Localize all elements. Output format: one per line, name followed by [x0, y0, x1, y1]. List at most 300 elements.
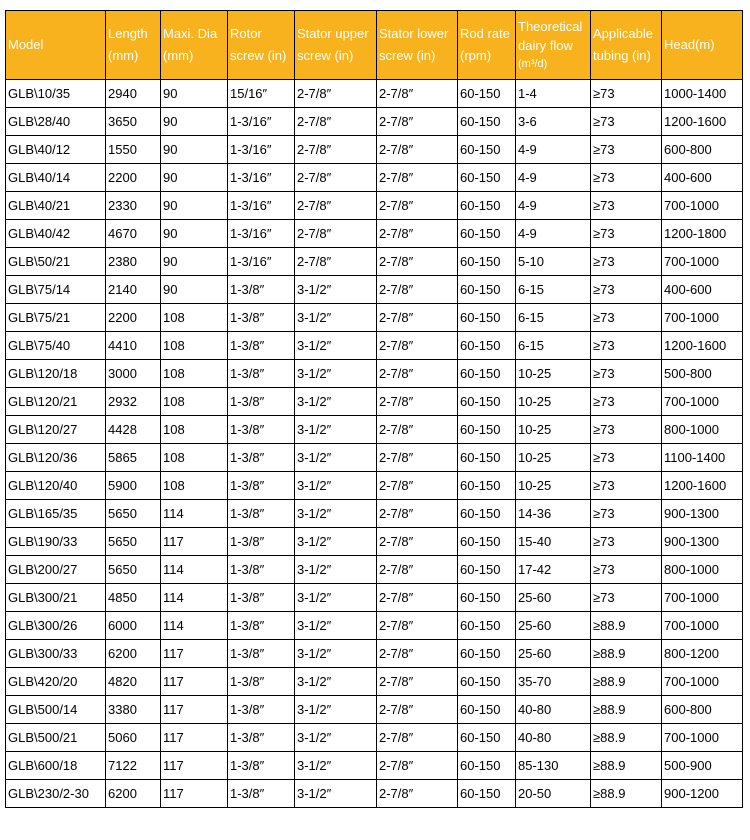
- cell-rod-rate: 60-150: [458, 108, 516, 136]
- cell-stator-upper-screw: 2-7/8″: [295, 108, 377, 136]
- column-header-rod-rate: [458, 11, 516, 80]
- cell-stator-upper-screw: 2-7/8″: [295, 220, 377, 248]
- cell-theoretical-flow: 17-42: [516, 556, 591, 584]
- column-header-line: Maxi. Dia: [163, 26, 218, 41]
- cell-length: 2200: [106, 304, 161, 332]
- cell-rotor-screw: 15/16″: [228, 80, 295, 108]
- cell-rotor-screw: 1-3/8″: [228, 668, 295, 696]
- cell-applicable-tubing: ≥73: [591, 528, 662, 556]
- cell-rod-rate: 60-150: [458, 360, 516, 388]
- cell-rotor-screw: 1-3/8″: [228, 612, 295, 640]
- cell-max-dia: 114: [161, 556, 228, 584]
- cell-rod-rate: 60-150: [458, 556, 516, 584]
- cell-head: 900-1200: [662, 780, 743, 808]
- cell-length: 7122: [106, 752, 161, 780]
- cell-theoretical-flow: 10-25: [516, 360, 591, 388]
- cell-rod-rate: 60-150: [458, 80, 516, 108]
- table-row: [6, 192, 743, 220]
- cell-theoretical-flow: 10-25: [516, 472, 591, 500]
- cell-head: 500-900: [662, 752, 743, 780]
- cell-head: 700-1000: [662, 724, 743, 752]
- table-row: [6, 220, 743, 248]
- cell-applicable-tubing: ≥73: [591, 556, 662, 584]
- column-header-head: [662, 11, 743, 80]
- cell-theoretical-flow: 85-130: [516, 752, 591, 780]
- cell-applicable-tubing: ≥88.9: [591, 780, 662, 808]
- cell-stator-lower-screw: 2-7/8″: [377, 528, 458, 556]
- cell-stator-lower-screw: 2-7/8″: [377, 248, 458, 276]
- cell-rotor-screw: 1-3/8″: [228, 388, 295, 416]
- cell-rotor-screw: 1-3/8″: [228, 752, 295, 780]
- pump-spec-table-wrapper: [5, 10, 743, 808]
- cell-rod-rate: 60-150: [458, 136, 516, 164]
- cell-applicable-tubing: ≥73: [591, 192, 662, 220]
- column-header-line: (m³/d): [518, 57, 548, 70]
- cell-length: 2380: [106, 248, 161, 276]
- table-header: [6, 11, 743, 80]
- cell-max-dia: 117: [161, 724, 228, 752]
- column-header-applicable-tubing: [591, 11, 662, 80]
- cell-rotor-screw: 1-3/8″: [228, 528, 295, 556]
- cell-rotor-screw: 1-3/16″: [228, 108, 295, 136]
- cell-length: 6000: [106, 612, 161, 640]
- table-row: [6, 752, 743, 780]
- cell-max-dia: 114: [161, 584, 228, 612]
- cell-applicable-tubing: ≥73: [591, 332, 662, 360]
- cell-max-dia: 90: [161, 248, 228, 276]
- cell-rotor-screw: 1-3/8″: [228, 584, 295, 612]
- cell-model: GLB\40/14: [6, 164, 106, 192]
- cell-stator-lower-screw: 2-7/8″: [377, 668, 458, 696]
- table-row: [6, 108, 743, 136]
- cell-max-dia: 117: [161, 696, 228, 724]
- cell-theoretical-flow: 10-25: [516, 444, 591, 472]
- column-header-stator-upper-screw: [295, 11, 377, 80]
- header-row: [6, 11, 743, 80]
- cell-rod-rate: 60-150: [458, 668, 516, 696]
- cell-rotor-screw: 1-3/8″: [228, 472, 295, 500]
- cell-head: 700-1000: [662, 612, 743, 640]
- cell-head: 700-1000: [662, 388, 743, 416]
- column-header-line: Model: [8, 37, 44, 52]
- cell-rod-rate: 60-150: [458, 164, 516, 192]
- cell-head: 700-1000: [662, 192, 743, 220]
- table-row: [6, 528, 743, 556]
- cell-max-dia: 117: [161, 752, 228, 780]
- cell-stator-upper-screw: 2-7/8″: [295, 136, 377, 164]
- cell-stator-lower-screw: 2-7/8″: [377, 584, 458, 612]
- table-row: [6, 444, 743, 472]
- cell-stator-lower-screw: 2-7/8″: [377, 108, 458, 136]
- cell-head: 1100-1400: [662, 444, 743, 472]
- cell-applicable-tubing: ≥73: [591, 444, 662, 472]
- cell-stator-lower-screw: 2-7/8″: [377, 220, 458, 248]
- cell-rod-rate: 60-150: [458, 724, 516, 752]
- cell-theoretical-flow: 4-9: [516, 136, 591, 164]
- cell-stator-upper-screw: 2-7/8″: [295, 248, 377, 276]
- cell-stator-upper-screw: 3-1/2″: [295, 360, 377, 388]
- cell-length: 5650: [106, 528, 161, 556]
- cell-rod-rate: 60-150: [458, 640, 516, 668]
- cell-theoretical-flow: 4-9: [516, 192, 591, 220]
- cell-stator-upper-screw: 2-7/8″: [295, 192, 377, 220]
- cell-max-dia: 90: [161, 220, 228, 248]
- cell-length: 2140: [106, 276, 161, 304]
- cell-model: GLB\120/18: [6, 360, 106, 388]
- cell-model: GLB\120/21: [6, 388, 106, 416]
- cell-rotor-screw: 1-3/8″: [228, 444, 295, 472]
- cell-head: 800-1000: [662, 556, 743, 584]
- cell-applicable-tubing: ≥73: [591, 388, 662, 416]
- cell-head: 900-1300: [662, 500, 743, 528]
- cell-length: 3650: [106, 108, 161, 136]
- cell-stator-lower-screw: 2-7/8″: [377, 500, 458, 528]
- cell-length: 4820: [106, 668, 161, 696]
- cell-applicable-tubing: ≥73: [591, 416, 662, 444]
- cell-max-dia: 117: [161, 668, 228, 696]
- cell-rod-rate: 60-150: [458, 416, 516, 444]
- cell-applicable-tubing: ≥88.9: [591, 696, 662, 724]
- cell-stator-lower-screw: 2-7/8″: [377, 556, 458, 584]
- cell-max-dia: 90: [161, 136, 228, 164]
- cell-model: GLB\40/42: [6, 220, 106, 248]
- cell-stator-upper-screw: 3-1/2″: [295, 528, 377, 556]
- table-row: [6, 360, 743, 388]
- pump-spec-table: [5, 10, 743, 808]
- cell-max-dia: 117: [161, 640, 228, 668]
- cell-max-dia: 108: [161, 444, 228, 472]
- cell-applicable-tubing: ≥73: [591, 248, 662, 276]
- cell-head: 400-600: [662, 164, 743, 192]
- cell-model: GLB\40/21: [6, 192, 106, 220]
- table-row: [6, 164, 743, 192]
- cell-head: 1200-1800: [662, 220, 743, 248]
- cell-rotor-screw: 1-3/8″: [228, 696, 295, 724]
- cell-rotor-screw: 1-3/8″: [228, 276, 295, 304]
- cell-head: 500-800: [662, 360, 743, 388]
- cell-length: 5865: [106, 444, 161, 472]
- column-header-line: (mm): [108, 48, 139, 63]
- cell-stator-upper-screw: 3-1/2″: [295, 416, 377, 444]
- column-header-line: Theoretical: [518, 18, 583, 34]
- cell-theoretical-flow: 25-60: [516, 640, 591, 668]
- cell-stator-upper-screw: 3-1/2″: [295, 752, 377, 780]
- column-header-line: dairy flow: [518, 37, 573, 53]
- cell-rod-rate: 60-150: [458, 220, 516, 248]
- cell-applicable-tubing: ≥73: [591, 472, 662, 500]
- cell-head: 800-1200: [662, 640, 743, 668]
- cell-stator-upper-screw: 3-1/2″: [295, 696, 377, 724]
- cell-model: GLB\50/21: [6, 248, 106, 276]
- cell-rotor-screw: 1-3/16″: [228, 136, 295, 164]
- column-header-line: Rod rate: [460, 26, 510, 41]
- cell-head: 700-1000: [662, 304, 743, 332]
- cell-stator-lower-screw: 2-7/8″: [377, 640, 458, 668]
- cell-rotor-screw: 1-3/8″: [228, 780, 295, 808]
- cell-stator-upper-screw: 3-1/2″: [295, 388, 377, 416]
- cell-rod-rate: 60-150: [458, 752, 516, 780]
- cell-rod-rate: 60-150: [458, 444, 516, 472]
- cell-max-dia: 108: [161, 360, 228, 388]
- cell-stator-lower-screw: 2-7/8″: [377, 276, 458, 304]
- column-header-model: [6, 11, 106, 80]
- table-row: [6, 304, 743, 332]
- cell-rod-rate: 60-150: [458, 584, 516, 612]
- cell-applicable-tubing: ≥88.9: [591, 668, 662, 696]
- cell-stator-lower-screw: 2-7/8″: [377, 332, 458, 360]
- cell-theoretical-flow: 25-60: [516, 612, 591, 640]
- cell-stator-lower-screw: 2-7/8″: [377, 304, 458, 332]
- cell-head: 600-800: [662, 696, 743, 724]
- column-header-line: Stator upper: [297, 26, 369, 41]
- cell-stator-upper-screw: 3-1/2″: [295, 444, 377, 472]
- table-row: [6, 472, 743, 500]
- cell-rotor-screw: 1-3/8″: [228, 724, 295, 752]
- column-header-line: Rotor: [230, 26, 262, 41]
- cell-max-dia: 90: [161, 192, 228, 220]
- cell-max-dia: 90: [161, 164, 228, 192]
- cell-stator-lower-screw: 2-7/8″: [377, 416, 458, 444]
- cell-rod-rate: 60-150: [458, 696, 516, 724]
- cell-model: GLB\300/26: [6, 612, 106, 640]
- cell-model: GLB\300/21: [6, 584, 106, 612]
- cell-rotor-screw: 1-3/8″: [228, 360, 295, 388]
- cell-head: 1000-1400: [662, 80, 743, 108]
- cell-max-dia: 108: [161, 388, 228, 416]
- cell-stator-upper-screw: 3-1/2″: [295, 724, 377, 752]
- cell-rotor-screw: 1-3/16″: [228, 164, 295, 192]
- cell-model: GLB\28/40: [6, 108, 106, 136]
- cell-rod-rate: 60-150: [458, 332, 516, 360]
- cell-length: 2940: [106, 80, 161, 108]
- cell-stator-lower-screw: 2-7/8″: [377, 80, 458, 108]
- cell-rod-rate: 60-150: [458, 780, 516, 808]
- cell-applicable-tubing: ≥73: [591, 500, 662, 528]
- cell-applicable-tubing: ≥73: [591, 360, 662, 388]
- table-row: [6, 248, 743, 276]
- cell-stator-upper-screw: 3-1/2″: [295, 584, 377, 612]
- cell-applicable-tubing: ≥73: [591, 108, 662, 136]
- cell-rotor-screw: 1-3/8″: [228, 304, 295, 332]
- cell-length: 2330: [106, 192, 161, 220]
- cell-max-dia: 90: [161, 108, 228, 136]
- cell-length: 3000: [106, 360, 161, 388]
- cell-theoretical-flow: 10-25: [516, 388, 591, 416]
- cell-model: GLB\120/27: [6, 416, 106, 444]
- cell-head: 400-600: [662, 276, 743, 304]
- cell-model: GLB\230/2-30: [6, 780, 106, 808]
- column-header-line: Head(m): [664, 37, 715, 52]
- cell-length: 4428: [106, 416, 161, 444]
- cell-stator-lower-screw: 2-7/8″: [377, 360, 458, 388]
- cell-theoretical-flow: 25-60: [516, 584, 591, 612]
- cell-head: 700-1000: [662, 248, 743, 276]
- column-header-line: screw (in): [297, 48, 354, 63]
- cell-length: 1550: [106, 136, 161, 164]
- cell-stator-upper-screw: 2-7/8″: [295, 80, 377, 108]
- cell-applicable-tubing: ≥73: [591, 220, 662, 248]
- cell-length: 4410: [106, 332, 161, 360]
- cell-theoretical-flow: 4-9: [516, 220, 591, 248]
- column-header-length: [106, 11, 161, 80]
- cell-stator-lower-screw: 2-7/8″: [377, 388, 458, 416]
- cell-rotor-screw: 1-3/8″: [228, 640, 295, 668]
- cell-theoretical-flow: 6-15: [516, 276, 591, 304]
- table-row: [6, 780, 743, 808]
- table-row: [6, 668, 743, 696]
- cell-max-dia: 117: [161, 528, 228, 556]
- cell-max-dia: 114: [161, 612, 228, 640]
- cell-stator-upper-screw: 3-1/2″: [295, 500, 377, 528]
- cell-stator-lower-screw: 2-7/8″: [377, 164, 458, 192]
- cell-max-dia: 117: [161, 780, 228, 808]
- cell-applicable-tubing: ≥73: [591, 136, 662, 164]
- column-header-line: tubing (in): [593, 48, 651, 63]
- cell-model: GLB\165/35: [6, 500, 106, 528]
- cell-theoretical-flow: 35-70: [516, 668, 591, 696]
- cell-max-dia: 108: [161, 472, 228, 500]
- cell-stator-upper-screw: 3-1/2″: [295, 276, 377, 304]
- cell-max-dia: 108: [161, 416, 228, 444]
- cell-model: GLB\200/27: [6, 556, 106, 584]
- cell-stator-upper-screw: 3-1/2″: [295, 304, 377, 332]
- cell-rod-rate: 60-150: [458, 472, 516, 500]
- cell-stator-lower-screw: 2-7/8″: [377, 192, 458, 220]
- cell-model: GLB\40/12: [6, 136, 106, 164]
- cell-rotor-screw: 1-3/8″: [228, 332, 295, 360]
- cell-rotor-screw: 1-3/16″: [228, 220, 295, 248]
- column-header-rotor-screw: [228, 11, 295, 80]
- cell-length: 5650: [106, 556, 161, 584]
- cell-head: 1200-1600: [662, 472, 743, 500]
- cell-head: 800-1000: [662, 416, 743, 444]
- table-row: [6, 612, 743, 640]
- table-row: [6, 276, 743, 304]
- cell-model: GLB\120/36: [6, 444, 106, 472]
- cell-length: 5650: [106, 500, 161, 528]
- cell-stator-lower-screw: 2-7/8″: [377, 136, 458, 164]
- cell-rod-rate: 60-150: [458, 304, 516, 332]
- cell-applicable-tubing: ≥88.9: [591, 612, 662, 640]
- cell-stator-upper-screw: 3-1/2″: [295, 780, 377, 808]
- cell-rotor-screw: 1-3/8″: [228, 556, 295, 584]
- cell-applicable-tubing: ≥88.9: [591, 640, 662, 668]
- cell-length: 6200: [106, 640, 161, 668]
- column-header-max-dia: [161, 11, 228, 80]
- cell-length: 5060: [106, 724, 161, 752]
- cell-theoretical-flow: 1-4: [516, 80, 591, 108]
- cell-length: 5900: [106, 472, 161, 500]
- cell-max-dia: 108: [161, 332, 228, 360]
- cell-length: 2932: [106, 388, 161, 416]
- column-header-theoretical-flow: [516, 11, 591, 80]
- cell-length: 6200: [106, 780, 161, 808]
- column-header-line: (rpm): [460, 48, 492, 63]
- cell-stator-lower-screw: 2-7/8″: [377, 472, 458, 500]
- cell-theoretical-flow: 14-36: [516, 500, 591, 528]
- cell-applicable-tubing: ≥73: [591, 304, 662, 332]
- cell-theoretical-flow: 3-6: [516, 108, 591, 136]
- cell-model: GLB\120/40: [6, 472, 106, 500]
- cell-model: GLB\600/18: [6, 752, 106, 780]
- cell-head: 700-1000: [662, 584, 743, 612]
- table-row: [6, 584, 743, 612]
- cell-model: GLB\420/20: [6, 668, 106, 696]
- cell-head: 600-800: [662, 136, 743, 164]
- cell-stator-upper-screw: 3-1/2″: [295, 612, 377, 640]
- cell-max-dia: 108: [161, 304, 228, 332]
- cell-theoretical-flow: 10-25: [516, 416, 591, 444]
- cell-rod-rate: 60-150: [458, 500, 516, 528]
- cell-max-dia: 114: [161, 500, 228, 528]
- cell-stator-upper-screw: 3-1/2″: [295, 332, 377, 360]
- cell-stator-lower-screw: 2-7/8″: [377, 696, 458, 724]
- table-row: [6, 416, 743, 444]
- cell-stator-lower-screw: 2-7/8″: [377, 724, 458, 752]
- cell-rotor-screw: 1-3/16″: [228, 248, 295, 276]
- cell-applicable-tubing: ≥73: [591, 164, 662, 192]
- cell-model: GLB\300/33: [6, 640, 106, 668]
- cell-applicable-tubing: ≥88.9: [591, 752, 662, 780]
- table-row: [6, 556, 743, 584]
- cell-rotor-screw: 1-3/16″: [228, 192, 295, 220]
- cell-length: 4850: [106, 584, 161, 612]
- cell-rod-rate: 60-150: [458, 276, 516, 304]
- cell-length: 2200: [106, 164, 161, 192]
- cell-head: 1200-1600: [662, 108, 743, 136]
- cell-theoretical-flow: 15-40: [516, 528, 591, 556]
- cell-rod-rate: 60-150: [458, 388, 516, 416]
- cell-stator-lower-screw: 2-7/8″: [377, 444, 458, 472]
- cell-model: GLB\500/14: [6, 696, 106, 724]
- column-header-line: Stator lower: [379, 26, 449, 41]
- cell-stator-upper-screw: 3-1/2″: [295, 640, 377, 668]
- cell-head: 700-1000: [662, 668, 743, 696]
- column-header-line: (mm): [163, 48, 194, 63]
- cell-model: GLB\500/21: [6, 724, 106, 752]
- cell-theoretical-flow: 6-15: [516, 304, 591, 332]
- column-header-stator-lower-screw: [377, 11, 458, 80]
- cell-theoretical-flow: 40-80: [516, 724, 591, 752]
- cell-stator-lower-screw: 2-7/8″: [377, 780, 458, 808]
- cell-rod-rate: 60-150: [458, 248, 516, 276]
- column-header-line: Applicable: [593, 26, 653, 41]
- cell-stator-lower-screw: 2-7/8″: [377, 612, 458, 640]
- table-row: [6, 500, 743, 528]
- cell-length: 3380: [106, 696, 161, 724]
- column-header-line: Length: [108, 26, 148, 41]
- cell-stator-upper-screw: 2-7/8″: [295, 164, 377, 192]
- cell-length: 4670: [106, 220, 161, 248]
- table-body: [6, 80, 743, 808]
- column-header-line: screw (in): [230, 48, 287, 63]
- cell-head: 900-1300: [662, 528, 743, 556]
- table-row: [6, 724, 743, 752]
- cell-theoretical-flow: 6-15: [516, 332, 591, 360]
- cell-stator-upper-screw: 3-1/2″: [295, 472, 377, 500]
- cell-applicable-tubing: ≥88.9: [591, 724, 662, 752]
- cell-theoretical-flow: 20-50: [516, 780, 591, 808]
- cell-rotor-screw: 1-3/8″: [228, 416, 295, 444]
- table-row: [6, 388, 743, 416]
- cell-applicable-tubing: ≥73: [591, 80, 662, 108]
- cell-model: GLB\75/40: [6, 332, 106, 360]
- cell-model: GLB\75/14: [6, 276, 106, 304]
- cell-head: 1200-1600: [662, 332, 743, 360]
- table-row: [6, 136, 743, 164]
- table-row: [6, 332, 743, 360]
- cell-rod-rate: 60-150: [458, 612, 516, 640]
